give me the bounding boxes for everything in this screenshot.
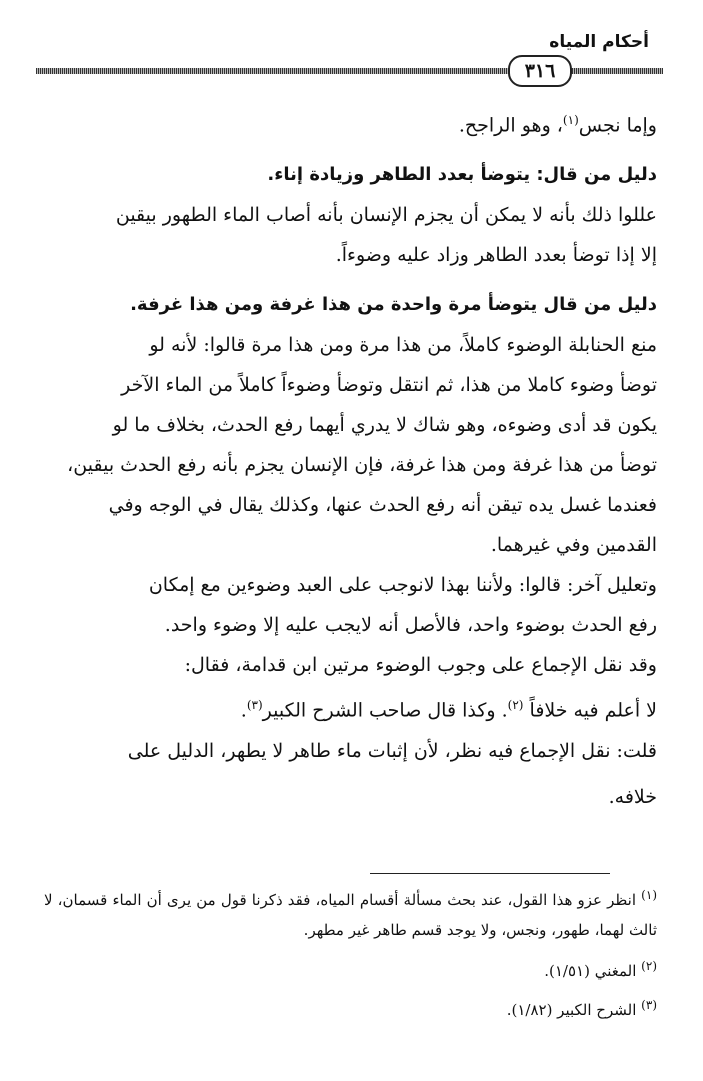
text-line: رفع الحدث بوضوء واحد، فالأصل أنه لايجب عليه إلا وضوء واحد. <box>164 614 657 637</box>
text-span: وإما نجس <box>578 114 657 137</box>
text-line: القدمين وفي غيرهما. <box>490 534 657 557</box>
footnotes <box>44 880 657 1025</box>
footnote-number: (٢) <box>641 959 657 973</box>
running-title: أحكام المياه <box>549 32 649 52</box>
footnote-ref: (١) <box>562 113 579 127</box>
footnote-ref: (٢) <box>507 698 524 713</box>
text-line <box>44 685 657 730</box>
footnote-1 <box>44 880 657 945</box>
text-span: . وكذا قال صاحب الشرح الكبير <box>262 699 508 722</box>
footnote-number: (١) <box>641 888 657 902</box>
section-heading: دليل من قال: يتوضأ بعدد الطاهر وزيادة إناء. <box>267 164 657 186</box>
page-number: ٣١٦ <box>508 55 572 87</box>
section-heading: دليل من قال يتوضأ مرة واحدة من هذا غرفة ومن هذا غرفة. <box>130 294 657 316</box>
text-line: فعندما غسل يده تيقن أنه رفع الحدث عنها، وكذلك يقال في الوجه وفي <box>108 494 657 517</box>
text-line: عللوا ذلك بأنه لا يمكن أن يجزم الإنسان بأنه أصاب الماء الطهور بيقين <box>115 204 657 227</box>
footnote-text: الشرح الكبير (١/٨٢). <box>506 1001 637 1019</box>
text-span: ، وهو الراجح. <box>458 114 563 137</box>
text-line: خلافه. <box>608 785 657 808</box>
footnote-3 <box>44 990 657 1025</box>
text-line: توضأ من هذا غرفة ومن هذا غرفة، فإن الإنسان يجزم بأنه رفع الحدث بيقين، <box>67 454 657 477</box>
text-line: وتعليل آخر: قالوا: ولأننا بهذا لانوجب على العبد وضوءين مع إمكان <box>148 574 657 597</box>
main-text <box>44 100 657 817</box>
footnote-ref: (٣) <box>246 698 263 713</box>
text-line: يكون قد أدى وضوءه، وهو شاك لا يدري أيهما رفع الحدث، بخلاف ما لو <box>112 414 657 437</box>
footnote-rule <box>370 873 610 874</box>
text-line <box>44 100 657 145</box>
text-span: لا أعلم فيه خلافاً <box>529 699 657 722</box>
text-line: إلا إذا توضأ بعدد الطاهر وزاد عليه وضوءاً. <box>335 244 657 267</box>
footnote-2 <box>44 951 657 986</box>
footnote-text: المغني (١/٥١). <box>544 962 637 980</box>
text-line: قلت: نقل الإجماع فيه نظر، لأن إثبات ماء طاهر لا يطهر، الدليل على <box>127 739 657 762</box>
text-span: . <box>240 699 247 722</box>
footnote-number: (٣) <box>641 998 657 1012</box>
text-line: منع الحنابلة الوضوء كاملاً، من هذا مرة ومن هذا مرة قالوا: لأنه لو <box>149 334 657 357</box>
footnote-text: انظر عزو هذا القول، عند بحث مسألة أقسام المياه، فقد ذكرنا قول من يرى أن الماء قسمان، لا ثالث لهما، طهور، ونجس، ولا يوجد قسم طاهر غير مطهر. <box>44 891 657 939</box>
text-line: توضأ وضوء كاملا من هذا، ثم انتقل وتوضأ وضوءاً كاملاً من الماء الآخر <box>121 374 657 397</box>
text-line: وقد نقل الإجماع على وجوب الوضوء مرتين ابن قدامة، فقال: <box>184 654 657 677</box>
